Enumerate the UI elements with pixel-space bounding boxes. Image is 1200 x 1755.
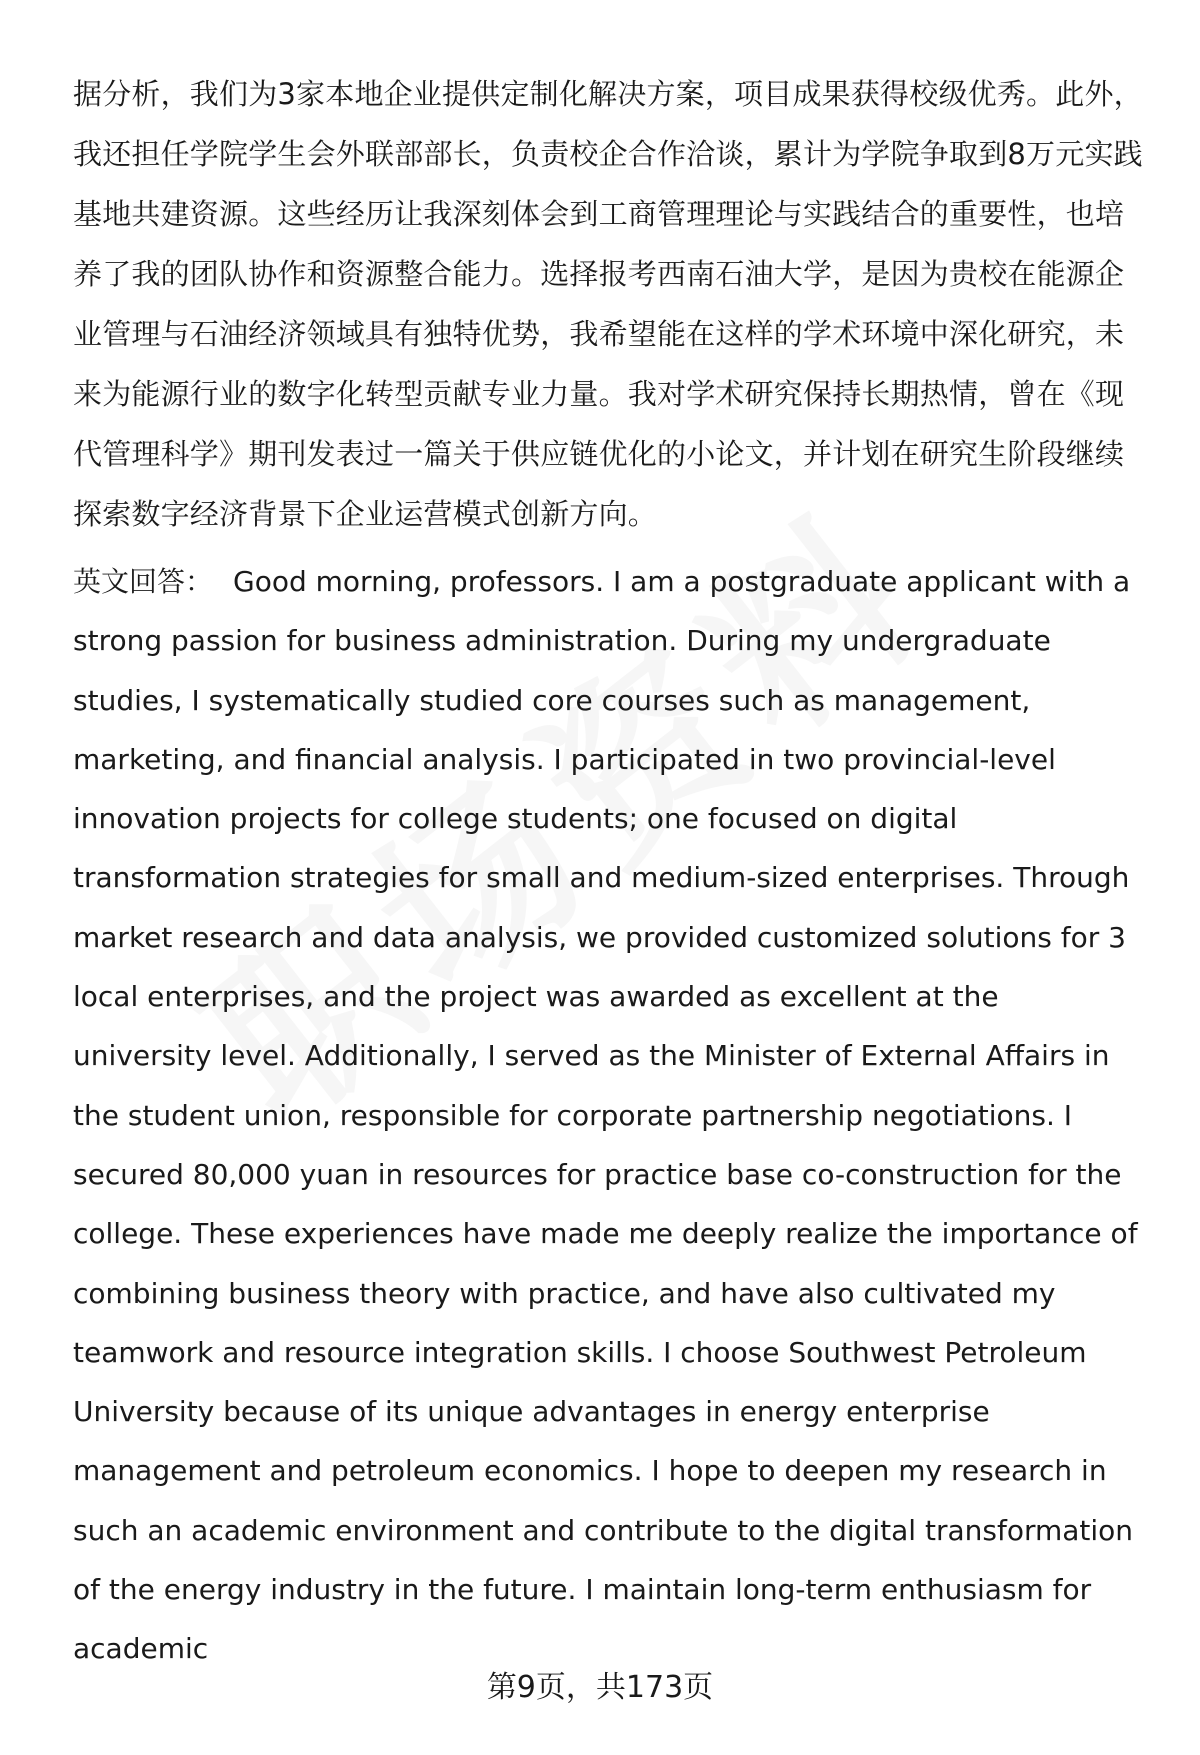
english-answer-label: 英文回答： (73, 565, 214, 598)
chinese-answer-paragraph: 据分析，我们为3家本地企业提供定制化解决方案，项目成果获得校级优秀。此外，我还担任学院学生会外联部部长，负责校企合作洽谈，累计为学院争取到8万元实践基地共建资源。这些经历让我深刻体会到工商管理理论与实践结合的重要性，也培养了我的团队协作和资源整合能力。选择报考西南石油大学，是因为贵校在能源企业管理与石油经济领域具有独特优势，我希望能在这样的学术环境中深化研究，未来为能源行业的数字化转型贡献专业力量。我对学术研究保持长期热情，曾在《现代管理科学》期刊发表过一篇关于供应链优化的小论文，并计划在研究生阶段继续探索数字经济背景下企业运营模式创新方向。 (73, 77, 1143, 531)
english-answer-paragraph (73, 552, 1143, 1679)
english-answer-text: Good morning, professors. I am a postgraduate applicant with a strong passion for business administration. During my undergraduate studies, I systematically studied core courses such as management, marketing, and financial analysis. I participated in two provincial-level innovation projects for college students; one focused on digital transformation strategies for small and medium-sized enterprises. Through market research and data analysis, we provided customized solutions for 3 local enterprises, and the project was awarded as excellent at the university level. Additionally, I served as the Minister of External Affairs in the student union, responsible for corporate partnership negotiations. I secured 80,000 yuan in resources for practice base co-construction for the college. These experiences have made me deeply realize the importance of combining business theory with practice, and have also cultivated my teamwork and resource integration skills. I choose Southwest Petroleum University because of its unique advantages in energy enterprise management and petroleum economics. I hope to deepen my research in such an academic environment and contribute to the digital transformation of the energy industry in the future. I maintain long-term enthusiasm for academic (73, 565, 1138, 1666)
document-body (73, 64, 1143, 1679)
page-number: 第9页，共173页 (486, 1670, 714, 1705)
